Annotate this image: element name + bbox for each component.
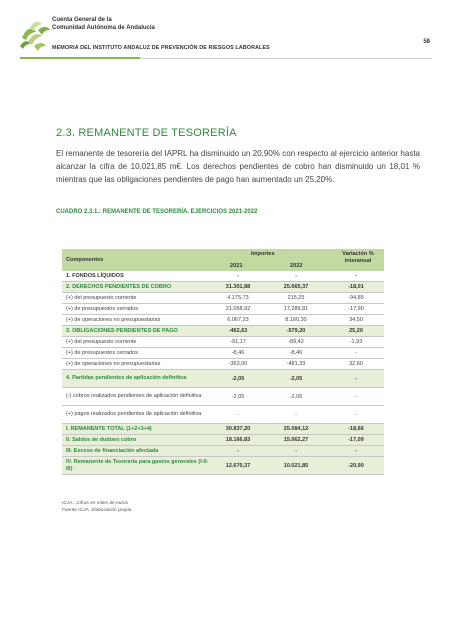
value-2022: - [295,411,297,418]
org-name-line2: Comunidad Autónoma de Andalucía [52,25,155,31]
row-label: (+) pagos realizados pendientes de aplicación definitiva [66,411,202,417]
row-label: (+) de operaciones no presupuestarias [66,360,161,367]
body-paragraph: El remanente de tesorería del IAPRL ha disminuido un 20,90% con respecto al ejercicio anterior hasta alcanzar la cifra de 10.021,85 m€. Los derechos pendientes de cobro han disminuido un 18,01 % mientras que las obligaciones pendientes de pago han aumentado un 25,20%. [56,149,420,184]
row-label: (+) de presupuestos cerrados [66,349,138,356]
note-source: Fuente ICJA. Elaboración propia [62,508,132,513]
value-variation: -20,90 [348,462,364,469]
table-row [62,370,384,388]
header-divider-accent [20,57,140,59]
table-row [62,388,384,406]
value-2022: 15.062,27 [283,437,309,443]
header-year-2021: 2021 [230,263,243,269]
value-2021: -363,00 [228,361,248,367]
header-variacion: Variación % interanual [342,251,374,264]
row-label: I. REMANENTE TOTAL (1+2+3+4) [66,425,152,432]
value-2022: 215,25 [287,295,305,301]
table-caption: CUADRO 2.3.1.: REMANENTE DE TESORERÍA. EJERCICIOS 2021-2022 [56,209,258,215]
value-2022: 25.084,12 [283,426,309,432]
section-title: 2.3. REMANENTE DE TESORERÍA [56,127,237,139]
value-2021: -8,46 [231,350,245,356]
header-componentes: Componentes [66,257,104,263]
row-label: II. Saldos de dudoso cobro [66,436,137,443]
value-2021: 30.837,20 [225,426,251,432]
table-row [62,326,384,337]
row-label: 1. FONDOS LÍQUIDOS [66,272,124,279]
row-label: (+) del presupuesto corriente [66,338,137,345]
table-row [62,304,384,315]
table-row [62,359,384,370]
table-row [62,424,384,435]
value-2022: -8,46 [289,350,303,356]
table-row [62,446,384,457]
value-2021: 31.301,88 [225,284,251,290]
value-2021: 21.058,92 [225,306,251,312]
value-2021: - [237,411,239,418]
value-2021: -91,17 [230,339,246,345]
value-2022: -89,42 [288,339,304,345]
table-notes [62,500,131,514]
value-2022: - [295,448,297,454]
table-row [62,406,384,424]
row-label: (-) cobros realizados pendientes de aplicación definitiva [66,393,202,399]
value-2021: - [237,273,239,279]
value-2022: -579,20 [286,328,306,334]
table-row [62,348,384,359]
value-2022: - [295,273,297,279]
row-label: (+) del presupuesto corriente [66,294,137,301]
table-row [62,457,384,475]
table-body [62,271,384,475]
value-variation: - [355,448,357,454]
table-row [62,282,384,293]
value-2021: -2,05 [231,393,245,400]
value-variation: -17,90 [348,306,364,312]
value-variation: -18,66 [348,426,364,432]
value-2022: 25.665,37 [283,284,309,290]
row-label: IV. Remanente de Tesorería para gastos generales (I-II-III) [66,458,209,472]
value-2022: -2,05 [289,393,303,400]
row-label: 3. OBLIGACIONES PENDIENTES DE PAGO [66,327,178,334]
value-2021: -462,63 [228,328,248,334]
note-units: ICJA.: Cifras en miles de euros [62,501,129,506]
value-variation: -18,01 [348,284,364,290]
value-2022: 17.289,81 [283,306,309,312]
row-label: III. Exceso de financiación afectada [66,447,159,454]
table-row [62,315,384,326]
table-row [62,435,384,446]
value-variation: - [355,393,357,400]
value-2022: 10.021,85 [283,462,309,469]
value-2022: 8.160,30 [285,317,307,323]
value-2022: -481,33 [286,361,306,367]
header-year-2022: 2022 [290,263,303,269]
value-variation: 34,50 [349,317,363,323]
value-variation: 25,20 [349,328,363,334]
value-2021: - [237,448,239,454]
row-label: (+) de operaciones no presupuestarias [66,316,161,323]
value-2021: 12.670,37 [225,462,251,469]
org-name-line1: Cuenta General de la [52,17,112,23]
page-header [0,0,452,62]
table-row [62,271,384,282]
table-row [62,293,384,304]
document-subtitle: MEMORIA DEL INSTITUTO ANDALUZ DE PREVENCIÓN DE RIESGOS LABORALES [52,45,270,51]
value-2021: -2,05 [231,375,245,382]
value-variation: -1,93 [349,339,363,345]
value-variation: - [355,411,357,418]
row-label: 2. DERECHOS PENDIENTES DE COBRO [66,283,172,290]
value-2021: 4.175,73 [227,295,249,301]
table-row [62,337,384,348]
page-number: 58 [423,39,430,45]
table-header [62,249,384,271]
header-importes: Importes [251,251,275,257]
value-variation: -17,09 [348,437,364,443]
value-2021: 6.067,23 [227,317,249,323]
value-variation: - [355,273,357,279]
remanente-table [62,249,384,475]
value-variation: - [355,375,357,382]
value-2022: -2,05 [289,375,303,382]
value-variation: - [355,350,357,356]
andalucia-logo-icon [18,18,54,52]
row-label: (+) de presupuestos cerrados [66,305,138,312]
row-label: 4. Partidas pendientes de aplicación definitiva [66,375,187,381]
value-2021: 18.166,83 [225,437,251,443]
value-variation: -94,85 [348,295,364,301]
value-variation: 32,60 [349,361,363,367]
